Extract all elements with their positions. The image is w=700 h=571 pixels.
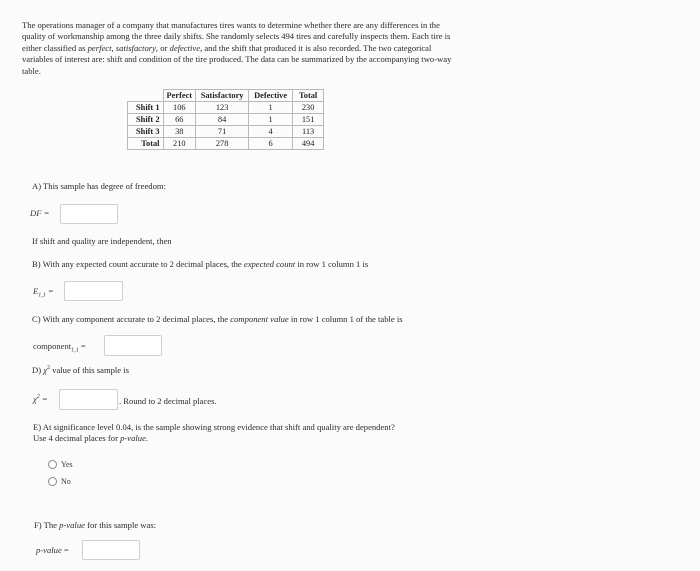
expected-count-input[interactable] <box>64 281 123 301</box>
chi-square-label <box>33 394 48 404</box>
table-cell: 151 <box>293 114 324 126</box>
question-e-line-2-pre: Use 4 decimal places for <box>33 433 121 443</box>
intro-sep-2: , or <box>155 42 170 53</box>
component-symbol: component <box>33 341 72 351</box>
table-row <box>128 114 324 126</box>
question-e-line-2-em: p-value <box>120 433 146 443</box>
table-row <box>128 138 324 150</box>
question-b <box>32 259 368 269</box>
question-d-text-post: value of this sample is <box>50 365 130 375</box>
radio-yes-label: Yes <box>61 460 73 469</box>
round-instruction: . Round to 2 decimal places. <box>119 396 217 406</box>
table-cell: 4 <box>249 126 293 138</box>
chi-square-equals: = <box>39 394 48 404</box>
question-b-text-pre: B) With any expected count accurate to 2 decimal places, the <box>32 259 244 269</box>
question-c <box>32 314 403 324</box>
row-label: Shift 2 <box>128 114 164 126</box>
table-corner <box>128 90 164 102</box>
question-d-sup: 2 <box>47 365 50 372</box>
row-label: Shift 3 <box>128 126 164 138</box>
p-value-input[interactable] <box>82 540 140 560</box>
table-cell: 210 <box>163 138 196 150</box>
table-cell: 1 <box>249 102 293 114</box>
question-a: A) This sample has degree of freedom: <box>32 181 166 191</box>
radio-option-no[interactable] <box>48 477 71 486</box>
radio-circle-icon[interactable] <box>48 460 57 469</box>
table-row <box>128 102 324 114</box>
col-header-defective: Defective <box>249 90 293 102</box>
table-cell: 1 <box>249 114 293 126</box>
expected-count-label <box>33 286 54 299</box>
row-label: Shift 1 <box>128 102 164 114</box>
col-header-perfect: Perfect <box>163 90 196 102</box>
radio-circle-icon[interactable] <box>48 477 57 486</box>
df-label: DF = <box>30 208 50 218</box>
col-header-satisfactory: Satisfactory <box>196 90 249 102</box>
p-value-equals: = <box>61 545 69 555</box>
chi-square-input[interactable] <box>59 389 118 410</box>
table-cell: 6 <box>249 138 293 150</box>
expected-count-equals: = <box>45 286 54 296</box>
col-header-total: Total <box>293 90 324 102</box>
table-cell: 38 <box>163 126 196 138</box>
question-f-text-em: p-value <box>59 520 85 530</box>
table-cell: 84 <box>196 114 249 126</box>
table-cell: 123 <box>196 102 249 114</box>
component-label <box>33 341 86 354</box>
p-value-symbol: p-value <box>36 545 62 555</box>
component-equals: = <box>78 341 86 351</box>
question-b-text-post: in row 1 column 1 is <box>295 259 369 269</box>
component-subscript: 1,1 <box>71 347 79 354</box>
chi-square-sup: 2 <box>36 394 40 401</box>
question-e-line-2 <box>33 433 148 443</box>
row-label: Total <box>128 138 164 150</box>
table-cell: 66 <box>163 114 196 126</box>
question-d-chi: χ <box>43 365 47 375</box>
table-header-row <box>128 90 324 102</box>
df-input[interactable] <box>60 204 118 224</box>
expected-count-symbol: E <box>33 286 39 296</box>
question-c-text-em: component value <box>230 314 289 324</box>
table-cell: 494 <box>293 138 324 150</box>
table-cell: 106 <box>163 102 196 114</box>
table-cell: 278 <box>196 138 249 150</box>
two-way-table <box>127 89 324 150</box>
question-e-line-1: E) At significance level 0.04, is the sample showing strong evidence that shift and quality are dependent? <box>33 422 395 432</box>
intro-text-2: , and the shift that produced it is also recorded. The two categorical variables of interest are: shift and condition of the tire produced. The data can be summarized by the accompanying two-way table. <box>22 42 452 76</box>
intro-perfect: perfect <box>87 42 112 53</box>
p-value-label <box>36 545 69 555</box>
question-d <box>32 365 129 375</box>
intro-sep-1: , <box>111 42 116 53</box>
question-f-text-pre: F) The <box>34 520 60 530</box>
question-c-text-post: in row 1 column 1 of the table is <box>288 314 403 324</box>
radio-no-label: No <box>61 477 71 486</box>
problem-intro <box>22 20 452 77</box>
question-f-text-post: for this sample was: <box>84 520 157 530</box>
question-b-text-em: expected count <box>243 259 296 269</box>
question-f <box>34 520 156 530</box>
expected-count-subscript: 1,1 <box>38 292 46 299</box>
table-cell: 230 <box>293 102 324 114</box>
independence-text: If shift and quality are independent, then <box>32 236 172 246</box>
intro-text-1: The operations manager of a company that manufactures tires wants to determine whether there are any differences in the quality of workmanship among the three daily shifts. She randomly selects 494 tires and carefully inspects them. Each tire is either classified as <box>22 20 451 53</box>
intro-defective: defective <box>169 42 201 53</box>
table-row <box>128 126 324 138</box>
question-d-text-pre: D) <box>32 365 44 375</box>
chi-square-symbol: χ <box>33 394 37 404</box>
radio-option-yes[interactable] <box>48 460 73 469</box>
intro-satisfactory: satisfactory <box>115 42 156 53</box>
table-cell: 71 <box>196 126 249 138</box>
component-input[interactable] <box>104 335 162 356</box>
question-e-line-2-post: . <box>145 433 149 443</box>
table-cell: 113 <box>293 126 324 138</box>
question-c-text-pre: C) With any component accurate to 2 decimal places, the <box>32 314 231 324</box>
